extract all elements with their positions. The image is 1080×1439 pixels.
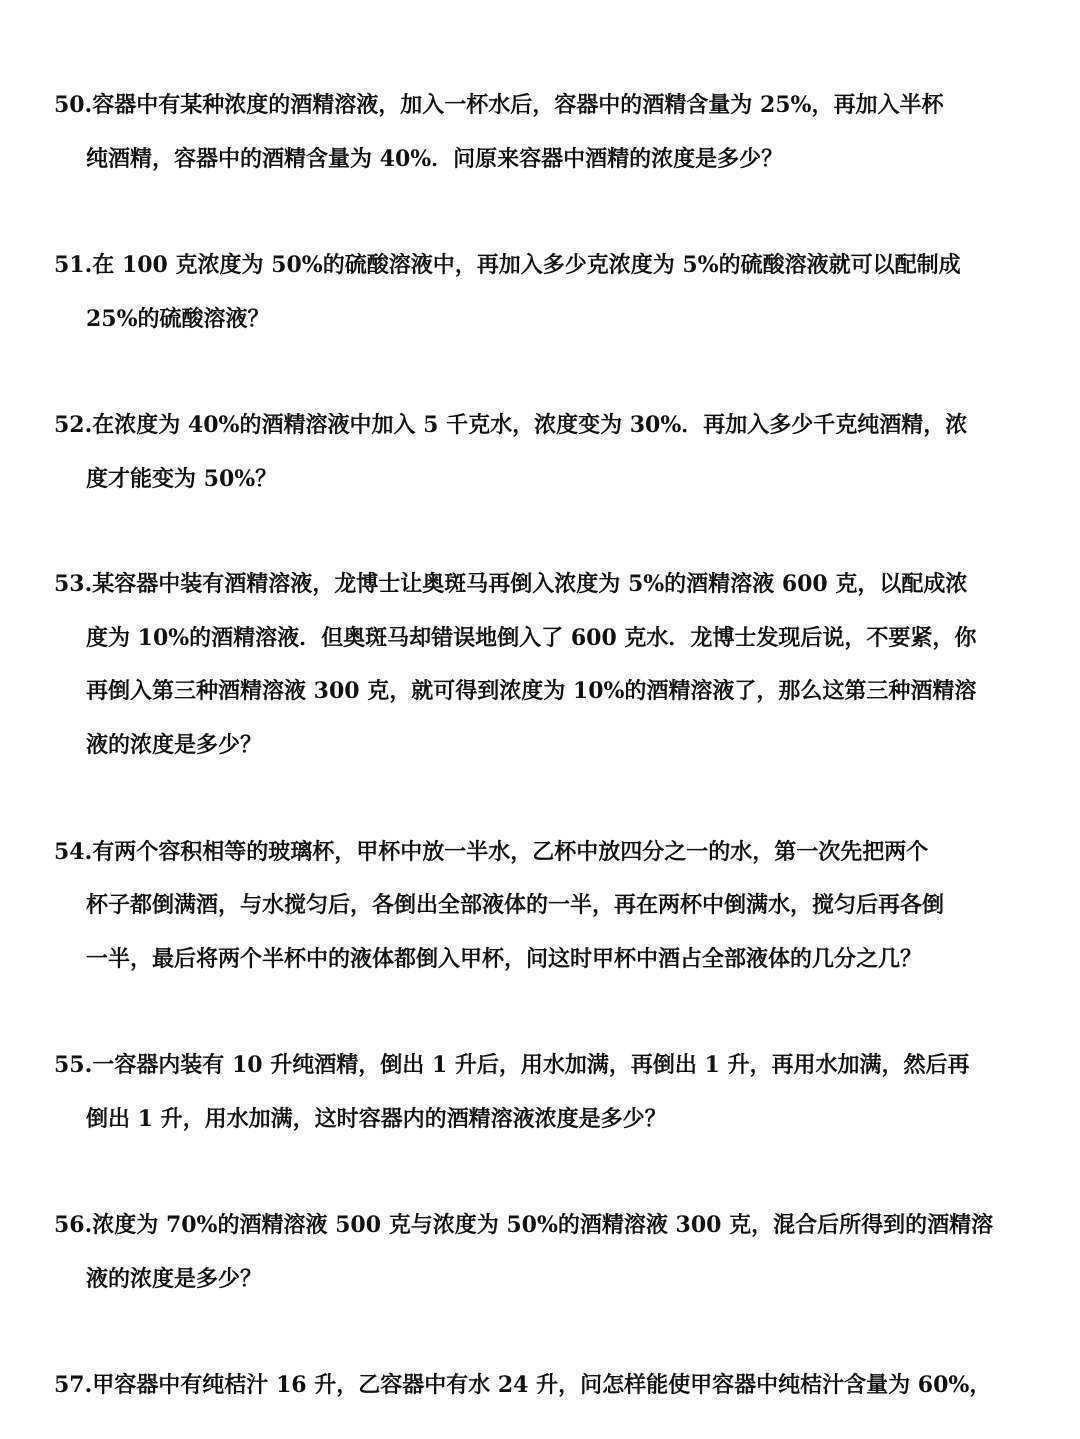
problem-text: 在 100 克浓度为 50%的硫酸溶液中，再加入多少克浓度为 5%的硫酸溶液就可以配制成 — [92, 252, 961, 278]
problem-line — [54, 837, 928, 867]
problem-line — [54, 1210, 993, 1240]
problem-line — [86, 304, 270, 334]
problem-line — [86, 676, 976, 706]
problem-line — [54, 410, 967, 440]
problem-text: 一容器内装有 10 升纯酒精，倒出 1 升后，用水加满，再倒出 1 升，再用水加满，然后再 — [92, 1052, 970, 1078]
problem-text: 再倒入第三种酒精溶液 300 克，就可得到浓度为 10%的酒精溶液了，那么这第三种酒精溶 — [86, 678, 977, 704]
problem-text: 某容器中装有酒精溶液，龙博士让奥斑马再倒入浓度为 5%的酒精溶液 600 克，以配成浓 — [92, 571, 968, 597]
problem-number: 53. — [54, 571, 93, 597]
problem-text: 25%的硫酸溶液？ — [86, 306, 270, 332]
problem-number: 57. — [54, 1372, 93, 1398]
problem-number: 52. — [54, 412, 93, 438]
problem-line — [86, 1104, 667, 1134]
problem-line — [54, 90, 943, 120]
problem-text: 液的浓度是多少？ — [86, 732, 263, 758]
problem-text: 浓度为 70%的酒精溶液 500 克与浓度为 50%的酒精溶液 300 克，混合后所得到的酒精溶 — [92, 1212, 994, 1238]
problem-line — [54, 569, 967, 599]
problem-text: 倒出 1 升，用水加满，这时容器内的酒精溶液浓度是多少？ — [86, 1106, 667, 1132]
problem-text: 甲容器中有纯桔汁 16 升，乙容器中有水 24 升，问怎样能使甲容器中纯桔汁含量为 60%， — [92, 1372, 992, 1398]
problem-line — [54, 250, 961, 280]
problem-line — [86, 890, 944, 920]
problem-text: 度才能变为 50%？ — [86, 466, 278, 492]
problem-line — [54, 1050, 969, 1080]
problem-line — [86, 1264, 262, 1294]
problem-text: 液的浓度是多少？ — [86, 1266, 263, 1292]
problem-text: 在浓度为 40%的酒精溶液中加入 5 千克水，浓度变为 30%．再加入多少千克纯酒精，浓 — [92, 412, 968, 438]
problem-text: 杯子都倒满酒，与水搅匀后，各倒出全部液体的一半，再在两杯中倒满水，搅匀后再各倒 — [86, 892, 945, 918]
problem-line — [86, 944, 922, 974]
problem-line — [86, 144, 783, 174]
problem-number: 55. — [54, 1052, 93, 1078]
problem-line — [86, 623, 976, 653]
problem-text: 纯酒精，容器中的酒精含量为 40%．问原来容器中酒精的浓度是多少？ — [86, 146, 784, 172]
problem-line — [86, 464, 277, 494]
problem-text: 容器中有某种浓度的酒精溶液，加入一杯水后，容器中的酒精含量为 25%，再加入半杯 — [92, 92, 944, 118]
problem-number: 54. — [54, 839, 93, 865]
problem-line — [86, 730, 262, 760]
problem-text: 一半，最后将两个半杯中的液体都倒入甲杯，问这时甲杯中酒占全部液体的几分之几？ — [86, 946, 923, 972]
problem-number: 56. — [54, 1212, 93, 1238]
problem-text: 有两个容积相等的玻璃杯，甲杯中放一半水，乙杯中放四分之一的水，第一次先把两个 — [92, 839, 929, 865]
problem-line — [54, 1370, 991, 1400]
problem-text: 度为 10%的酒精溶液．但奥斑马却错误地倒入了 600 克水．龙博士发现后说，不要紧，你 — [86, 625, 977, 651]
problem-number: 51. — [54, 252, 93, 278]
problem-number: 50. — [54, 92, 93, 118]
